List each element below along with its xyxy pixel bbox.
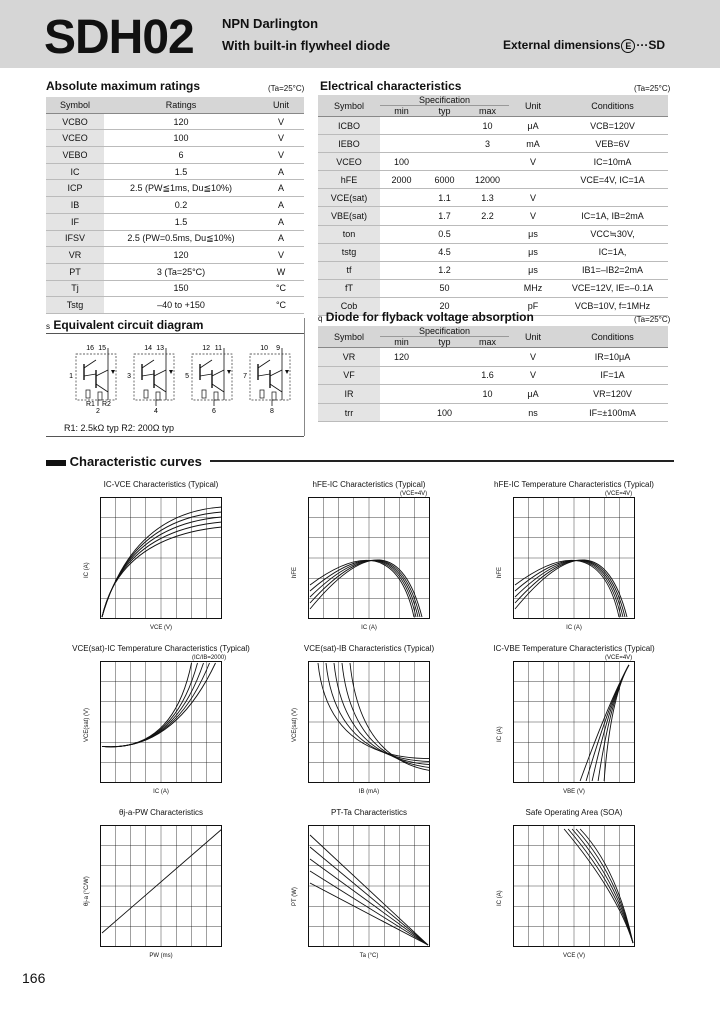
table-row <box>46 180 304 197</box>
chart-title: IC-VBE Temperature Characteristics (Typical) <box>493 644 655 653</box>
diode-symbol: IR <box>318 385 380 404</box>
amr-unit: W <box>258 263 304 280</box>
wire <box>212 384 224 392</box>
resistor-icon <box>214 392 218 400</box>
table-row <box>46 147 304 164</box>
chart-xlabel: VCE (V) <box>562 953 585 959</box>
amr-rating: 6 <box>104 147 258 164</box>
amr-rating: 150 <box>104 280 258 297</box>
pin-label: 1 <box>69 373 73 380</box>
ec-min <box>380 207 423 225</box>
circuit-note: R1: 2.5kΩ typ R2: 200Ω typ <box>64 423 175 433</box>
amr-rating: 1.5 <box>104 163 258 180</box>
ec-unit: mA <box>509 135 557 153</box>
chart-note: (IC/IB=2000) <box>192 655 227 661</box>
pin-label: 15 <box>98 345 106 352</box>
table-row <box>318 153 668 171</box>
chart-plot <box>513 497 635 619</box>
ec-typ: 0.5 <box>423 225 466 243</box>
ec-typ: 1.1 <box>423 189 466 207</box>
ec-max: 12000 <box>466 171 509 189</box>
amr-rating: 0.2 <box>104 197 258 214</box>
pin-label: 8 <box>270 408 274 415</box>
chart-xlabel: Ta (°C) <box>359 953 379 959</box>
ec-typ <box>423 153 466 171</box>
title-bar-icon <box>46 460 66 466</box>
ec-min <box>380 135 423 153</box>
ec-max: 1.3 <box>466 189 509 207</box>
curves-title-rule <box>210 460 674 462</box>
amr-symbol: VCEO <box>46 130 104 147</box>
table-row <box>318 348 668 367</box>
chart-plot <box>100 661 222 783</box>
chart-xlabel: PW (ms) <box>149 953 173 959</box>
ec-unit: μs <box>509 261 557 279</box>
pin-label: 2 <box>96 408 100 415</box>
diode-cond: IF=±100mA <box>557 403 668 422</box>
pin-label: 10 <box>260 345 268 352</box>
wire <box>96 370 108 376</box>
table-row <box>318 189 668 207</box>
table-row <box>318 279 668 297</box>
diode-header-max: max <box>466 337 509 348</box>
ec-cond <box>557 189 668 207</box>
table-row <box>318 135 668 153</box>
diode-max <box>466 403 509 422</box>
ec-typ <box>423 117 466 135</box>
part-number: SDH02 <box>44 11 194 64</box>
amr-unit: A <box>258 213 304 230</box>
wire <box>270 384 282 392</box>
ec-symbol: IEBO <box>318 135 380 153</box>
ec-cond: VCC≒30V, <box>557 225 668 243</box>
ec-unit <box>509 171 557 189</box>
ec-max <box>466 279 509 297</box>
ec-max: 2.2 <box>466 207 509 225</box>
ec-typ: 4.5 <box>423 243 466 261</box>
diode-cond: VR=120V <box>557 385 668 404</box>
chart-xlabel: IC (A) <box>566 625 582 631</box>
wire <box>200 374 212 376</box>
diode-condition: (Ta=25°C) <box>634 315 671 324</box>
amr-symbol: Tstg <box>46 297 104 314</box>
ec-header-max: max <box>466 106 509 117</box>
diode-unit: V <box>509 366 557 385</box>
circled-letter-icon: E <box>621 39 635 53</box>
amr-condition: (Ta=25°C) <box>268 84 305 93</box>
chart-plot <box>100 497 222 619</box>
diode-typ <box>423 366 466 385</box>
table-row <box>318 117 668 135</box>
ec-header-conditions: Conditions <box>557 95 668 117</box>
ec-max <box>466 261 509 279</box>
amr-unit: V <box>258 130 304 147</box>
chart-plot <box>100 825 222 947</box>
chart-note: (VCE=4V) <box>400 491 428 497</box>
chart-ylabel: IC (A) <box>497 890 503 906</box>
resistor-icon <box>156 392 160 400</box>
wire <box>142 360 154 368</box>
ec-min <box>380 225 423 243</box>
ec-cond: VCB=10V, f=1MHz <box>557 297 668 315</box>
ec-unit: V <box>509 153 557 171</box>
chart-title: hFE-IC Characteristics (Typical) <box>312 480 426 489</box>
table-row <box>46 280 304 297</box>
ec-table <box>318 95 668 316</box>
ec-symbol: hFE <box>318 171 380 189</box>
diode-header-unit: Unit <box>509 326 557 348</box>
diode-title: q Diode for flyback voltage absorption <box>318 310 534 324</box>
ec-typ: 6000 <box>423 171 466 189</box>
diode-max: 10 <box>466 385 509 404</box>
amr-symbol: ICP <box>46 180 104 197</box>
ec-symbol: ton <box>318 225 380 243</box>
diode-symbol: VF <box>318 366 380 385</box>
amr-title: Absolute maximum ratings <box>46 79 201 93</box>
ec-max: 3 <box>466 135 509 153</box>
wire <box>154 384 166 392</box>
wire <box>84 360 96 368</box>
table-row <box>46 113 304 130</box>
ec-symbol: fT <box>318 279 380 297</box>
chart-title: hFE-IC Temperature Characteristics (Typical) <box>494 480 654 489</box>
equivalent-circuit-diagram <box>46 340 304 424</box>
r2-label: R2 <box>102 401 111 408</box>
ec-cond: VCE=12V, IE=–0.1A <box>557 279 668 297</box>
ec-cond: VCE=4V, IC=1A <box>557 171 668 189</box>
amr-symbol: VCBO <box>46 113 104 130</box>
amr-rating: 2.5 (PW=0.5ms, Du≦10%) <box>104 230 258 247</box>
diode-header-spec: Specification <box>380 326 509 337</box>
diode-icon <box>111 370 115 374</box>
table-row <box>318 403 668 422</box>
amr-symbol: Tj <box>46 280 104 297</box>
resistor-icon <box>86 390 90 398</box>
ec-min <box>380 279 423 297</box>
table-row <box>46 213 304 230</box>
amr-rating: 3 (Ta=25°C) <box>104 263 258 280</box>
diode-min <box>380 403 423 422</box>
chart-plot <box>513 661 635 783</box>
table-row <box>46 263 304 280</box>
ec-min <box>380 117 423 135</box>
ec-title: Electrical characteristics <box>320 79 462 93</box>
wire <box>154 370 166 376</box>
ec-max <box>466 243 509 261</box>
diode-icon <box>285 370 289 374</box>
diode-header-symbol: Symbol <box>318 326 380 348</box>
diode-unit: V <box>509 348 557 367</box>
wire <box>84 374 96 376</box>
amr-header-ratings: Ratings <box>104 97 258 113</box>
ec-unit: pF <box>509 297 557 315</box>
resistor-icon <box>144 390 148 398</box>
diode-cond: IF=1A <box>557 366 668 385</box>
diode-min <box>380 385 423 404</box>
ec-max: 10 <box>466 117 509 135</box>
circuit-bottom-rule <box>46 436 304 437</box>
amr-symbol: IC <box>46 163 104 180</box>
chart-title: VCE(sat)-IB Characteristics (Typical) <box>303 644 435 653</box>
table-row <box>318 171 668 189</box>
amr-header-unit: Unit <box>258 97 304 113</box>
page-number: 166 <box>22 970 46 986</box>
table-row <box>46 130 304 147</box>
device-feature: With built-in flywheel diode <box>222 38 391 53</box>
chart-xlabel: IB (mA) <box>358 789 380 795</box>
wire <box>96 384 108 392</box>
table-row <box>318 225 668 243</box>
chart-title: θj-a-PW Characteristics <box>118 808 203 817</box>
chart-ylabel: VCE(sat) (V) <box>84 707 90 742</box>
chart-note: (VCE=4V) <box>605 655 633 661</box>
ec-unit: μs <box>509 225 557 243</box>
circuit-rule <box>46 333 304 334</box>
diode-min: 120 <box>380 348 423 367</box>
chart-title: Safe Operating Area (SOA) <box>525 808 623 817</box>
table-row <box>318 207 668 225</box>
resistor-icon <box>98 392 102 400</box>
chart-title: VCE(sat)-IC Temperature Characteristics (Typical) <box>72 644 250 653</box>
diode-icon <box>169 370 173 374</box>
wire <box>142 374 154 376</box>
pin-label: 7 <box>243 373 247 380</box>
wire <box>200 360 212 368</box>
wire <box>270 370 282 376</box>
amr-unit: A <box>258 230 304 247</box>
diode-icon <box>227 370 231 374</box>
diode-typ: 100 <box>423 403 466 422</box>
chart-ylabel: IC (A) <box>497 726 503 742</box>
pin-label: 3 <box>127 373 131 380</box>
amr-unit: V <box>258 247 304 264</box>
circuit-title: s Equivalent circuit diagram <box>46 318 204 332</box>
chart-ylabel: hFE <box>292 566 298 578</box>
amr-symbol: IF <box>46 213 104 230</box>
ec-cond: IB1=–IB2=2mA <box>557 261 668 279</box>
diode-typ <box>423 348 466 367</box>
diode-typ <box>423 385 466 404</box>
amr-rating: 100 <box>104 130 258 147</box>
amr-symbol: PT <box>46 263 104 280</box>
ec-max <box>466 225 509 243</box>
table-row <box>318 385 668 404</box>
resistor-icon <box>272 392 276 400</box>
ec-cond: VCB=120V <box>557 117 668 135</box>
amr-symbol: IB <box>46 197 104 214</box>
circuit-right-border <box>304 318 305 436</box>
resistor-icon <box>202 390 206 398</box>
ec-cond: IC=1A, <box>557 243 668 261</box>
amr-rating: 1.5 <box>104 213 258 230</box>
chart-plot <box>308 661 430 783</box>
amr-rating: –40 to +150 <box>104 297 258 314</box>
chart-xlabel: IC (A) <box>361 625 377 631</box>
header-band <box>0 0 720 68</box>
ec-header-typ: typ <box>423 106 466 117</box>
chart-plot <box>513 825 635 947</box>
amr-symbol: IFSV <box>46 230 104 247</box>
chart-xlabel: IC (A) <box>153 789 169 795</box>
diode-header-conditions: Conditions <box>557 326 668 348</box>
ec-unit: MHz <box>509 279 557 297</box>
pin-label: 13 <box>156 345 164 352</box>
ec-cond: VEB=6V <box>557 135 668 153</box>
ec-cond: IC=1A, IB=2mA <box>557 207 668 225</box>
ec-symbol: tf <box>318 261 380 279</box>
ec-cond: IC=10mA <box>557 153 668 171</box>
chart-xlabel: VBE (V) <box>563 789 585 795</box>
amr-unit: °C <box>258 297 304 314</box>
chart-ylabel: VCE(sat) (V) <box>292 707 298 742</box>
ec-unit: μA <box>509 117 557 135</box>
chart-ylabel: hFE <box>497 566 503 578</box>
chart-plot <box>308 497 430 619</box>
pin-label: 6 <box>212 408 216 415</box>
pin-label: 9 <box>276 345 280 352</box>
amr-unit: V <box>258 147 304 164</box>
pin-label: 11 <box>214 345 222 352</box>
curves-title: Characteristic curves <box>46 454 202 469</box>
ec-typ: 50 <box>423 279 466 297</box>
ec-unit: V <box>509 189 557 207</box>
amr-symbol: VR <box>46 247 104 264</box>
diode-cond: IR=10μA <box>557 348 668 367</box>
ec-header-spec: Specification <box>380 95 509 106</box>
amr-unit: A <box>258 197 304 214</box>
chart-ylabel: PT (W) <box>292 887 298 906</box>
ec-min: 100 <box>380 153 423 171</box>
table-row <box>46 297 304 314</box>
chart-plot <box>308 825 430 947</box>
diode-max: 1.6 <box>466 366 509 385</box>
amr-table <box>46 97 304 314</box>
pin-label: 16 <box>86 345 94 352</box>
table-row <box>46 163 304 180</box>
ec-min <box>380 261 423 279</box>
amr-unit: V <box>258 113 304 130</box>
chart-xlabel: VCE (V) <box>149 625 172 631</box>
table-row <box>46 230 304 247</box>
ec-header-min: min <box>380 106 423 117</box>
ec-typ: 1.2 <box>423 261 466 279</box>
ec-symbol: VCE(sat) <box>318 189 380 207</box>
ec-symbol: tstg <box>318 243 380 261</box>
chart-ylabel: IC (A) <box>84 562 90 578</box>
diode-unit: μA <box>509 385 557 404</box>
ec-header-unit: Unit <box>509 95 557 117</box>
diode-header-min: min <box>380 337 423 348</box>
amr-rating: 120 <box>104 247 258 264</box>
ec-min <box>380 189 423 207</box>
device-type: NPN Darlington <box>222 16 319 31</box>
ec-symbol: ICBO <box>318 117 380 135</box>
table-row <box>318 243 668 261</box>
table-row <box>318 261 668 279</box>
chart-title: PT-Ta Characteristics <box>330 808 408 817</box>
amr-unit: °C <box>258 280 304 297</box>
diode-min <box>380 366 423 385</box>
external-dimensions: External dimensions E ···SD <box>503 38 666 52</box>
ec-typ: 1.7 <box>423 207 466 225</box>
r1-label: R1 <box>86 401 95 408</box>
ec-typ: 20 <box>423 297 466 315</box>
amr-rating: 2.5 (PW≦1ms, Du≦10%) <box>104 180 258 197</box>
diode-table <box>318 326 668 422</box>
pin-label: 12 <box>202 345 210 352</box>
ec-typ <box>423 135 466 153</box>
ec-condition: (Ta=25°C) <box>634 84 671 93</box>
table-row <box>318 366 668 385</box>
pin-label: 4 <box>154 408 158 415</box>
pin-label: 5 <box>185 373 189 380</box>
diode-symbol: VR <box>318 348 380 367</box>
ec-header-symbol: Symbol <box>318 95 380 117</box>
diode-header-typ: typ <box>423 337 466 348</box>
ec-unit: V <box>509 207 557 225</box>
diode-symbol: trr <box>318 403 380 422</box>
diode-max <box>466 348 509 367</box>
ec-symbol: VBE(sat) <box>318 207 380 225</box>
chart-title: IC-VCE Characteristics (Typical) <box>103 480 219 489</box>
amr-symbol: VEBO <box>46 147 104 164</box>
table-row <box>46 197 304 214</box>
ec-symbol: VCEO <box>318 153 380 171</box>
table-row <box>46 247 304 264</box>
amr-unit: A <box>258 180 304 197</box>
resistor-icon <box>260 390 264 398</box>
chart-note: (VCE=4V) <box>605 491 633 497</box>
diode-unit: ns <box>509 403 557 422</box>
ec-unit: μs <box>509 243 557 261</box>
wire <box>258 374 270 376</box>
amr-unit: A <box>258 163 304 180</box>
ec-max <box>466 153 509 171</box>
amr-rating: 120 <box>104 113 258 130</box>
chart-ylabel: θj-a (°C/W) <box>84 876 90 906</box>
pin-label: 14 <box>144 345 152 352</box>
ec-symbol: Cob <box>318 297 380 315</box>
wire <box>258 360 270 368</box>
amr-header-symbol: Symbol <box>46 97 104 113</box>
wire <box>212 370 224 376</box>
ec-min <box>380 243 423 261</box>
ec-min: 2000 <box>380 171 423 189</box>
